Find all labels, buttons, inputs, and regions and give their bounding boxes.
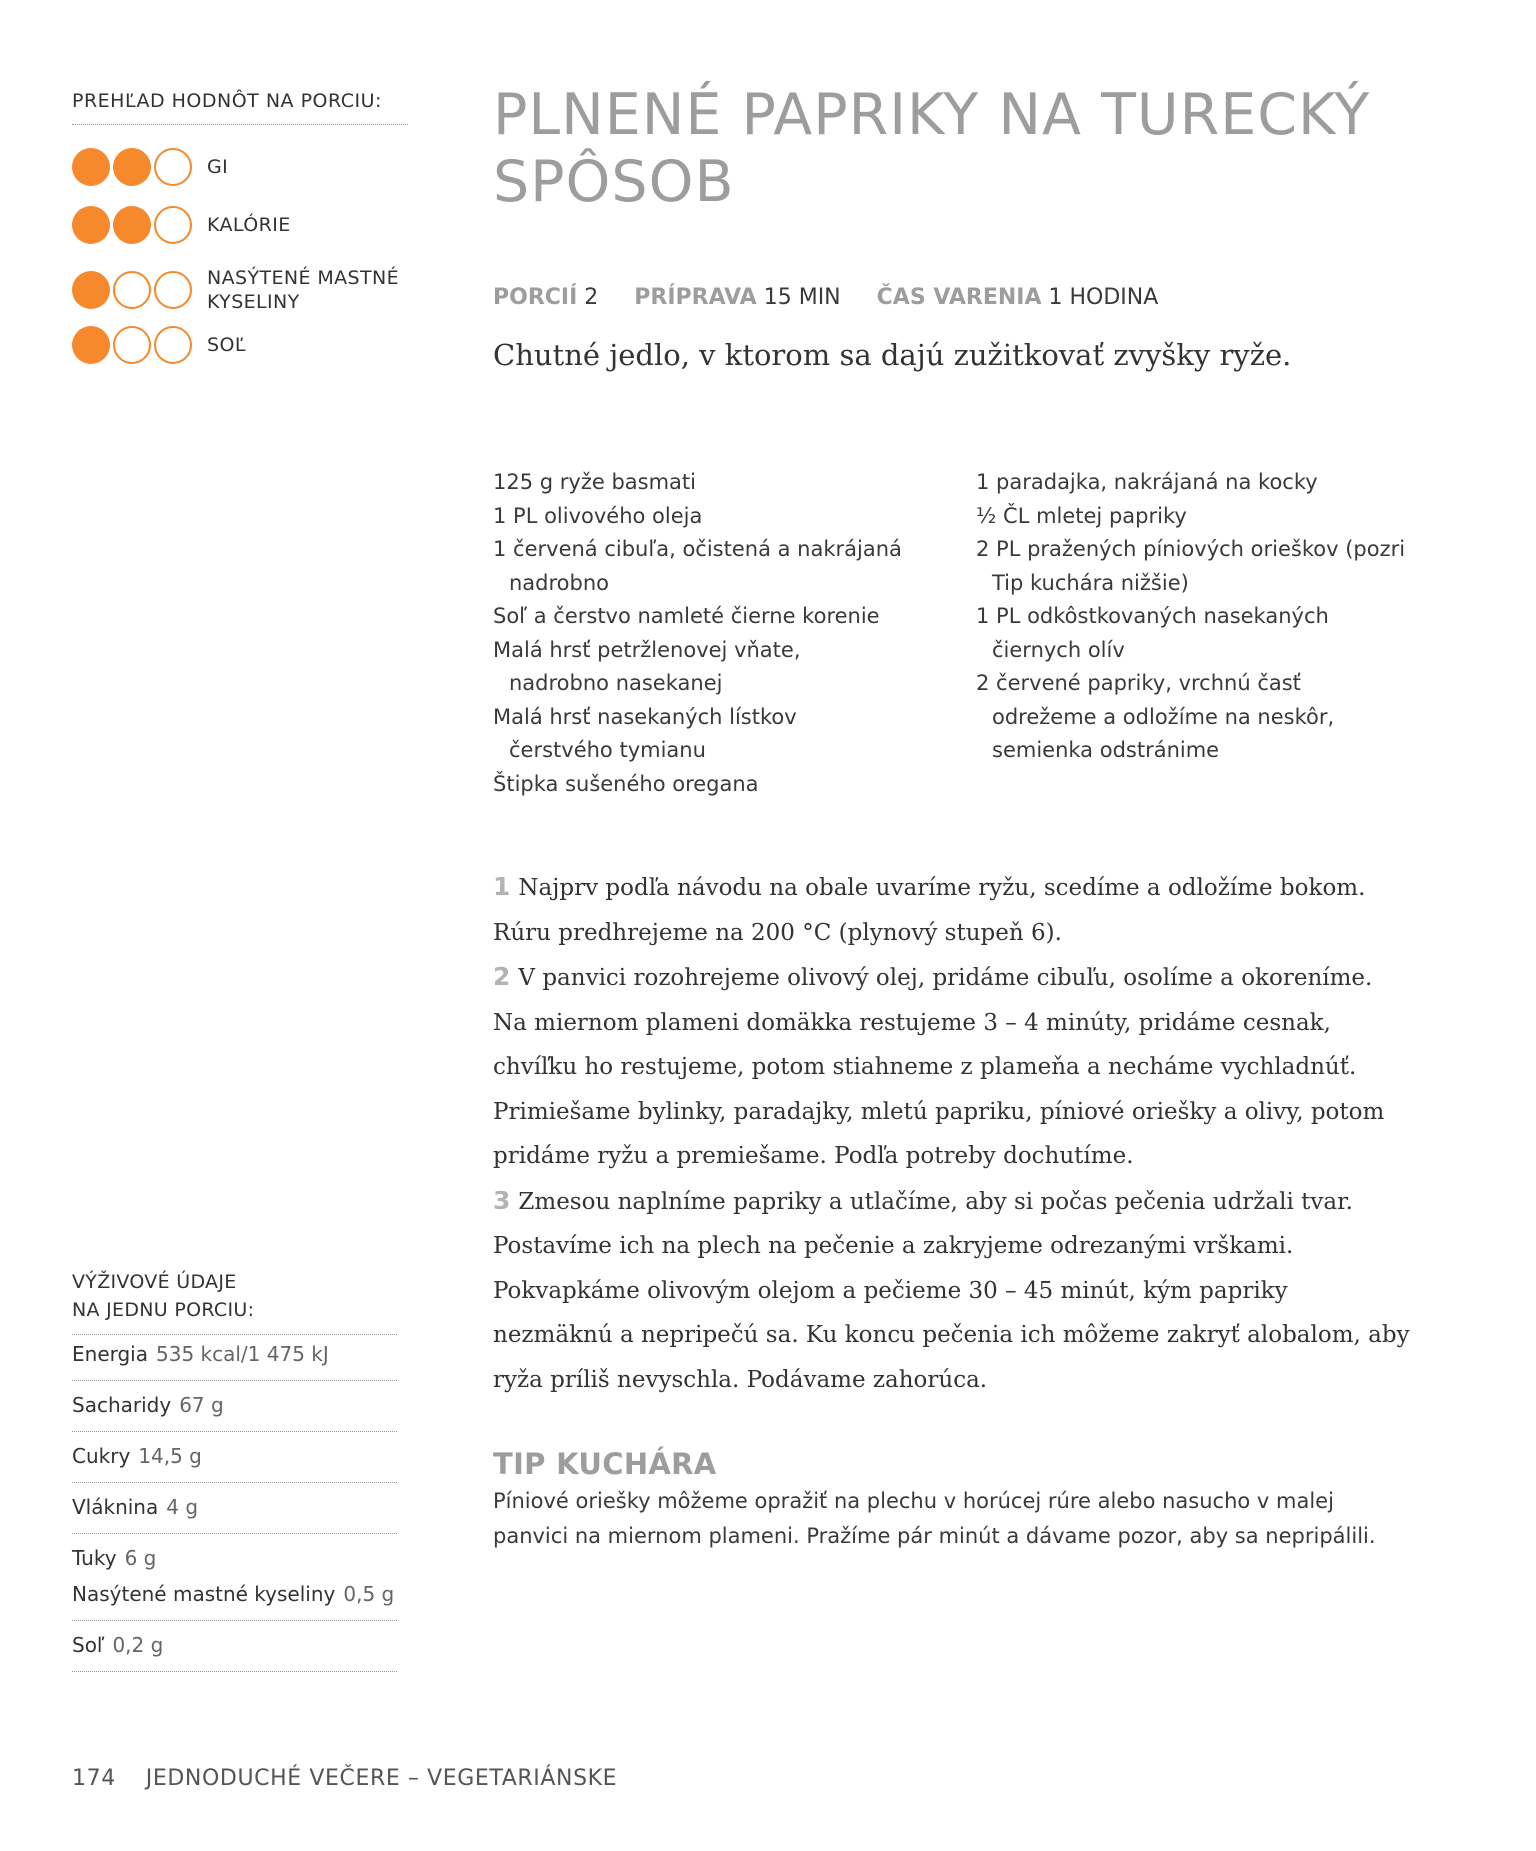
nutrition-row-salt: [72, 1621, 397, 1672]
step-text: V panvici rozohrejeme olivový olej, pridáme cibuľu, osolíme a okoreníme. Na miernom plameni domäkka restujeme 3 – 4 minúty, pridáme cesnak, chvíľku ho restujeme, potom stiahneme z plameňa a necháme vychladnúť. Primiešame bylinky, paradajky, mletú papriku, píniové oriešky a olivy, potom pridáme ryžu a premiešame. Podľa potreby dochutíme.: [493, 965, 1385, 1169]
recipe-meta: [493, 285, 1158, 310]
nutrition-header: [72, 1268, 397, 1335]
overview-title: PREHĽAD HODNÔT NA PORCIU:: [72, 90, 408, 125]
step-number: 2: [493, 962, 511, 991]
rating-dot-empty: [154, 326, 192, 364]
rating-dots: [72, 326, 192, 364]
tip-text: Píniové oriešky môžeme opražiť na plechu v horúcej rúre alebo nasucho v malej panvici na miernom plameni. Pražíme pár minút a dávame pozor, aby sa nepripálili.: [493, 1489, 1376, 1548]
rating-label: KALÓRIE: [207, 214, 291, 236]
rating-label: NASÝTENÉ MASTNÉ KYSELINY: [207, 267, 400, 313]
nutrient-value: 535 kcal/1 475 kJ: [156, 1342, 329, 1366]
prep-label: PRÍPRAVA: [634, 285, 757, 310]
ingredient: 1 červená cibuľa, očistená a nakrájaná nadrobno: [493, 537, 902, 595]
prep-value: 15 MIN: [763, 285, 841, 310]
rating-dot-empty: [113, 326, 151, 364]
nutrition-row-fiber: [72, 1483, 397, 1534]
ingredient: 125 g ryže basmati: [493, 470, 696, 494]
nutrition-row-fat: [72, 1534, 397, 1621]
rating-gi: [72, 148, 452, 186]
rating-dot-filled: [72, 326, 110, 364]
nutrient-label: Energia: [72, 1342, 148, 1366]
nutrient-value: 6 g: [124, 1546, 157, 1570]
rating-dot-filled: [72, 148, 110, 186]
nutrient-value: 4 g: [166, 1495, 199, 1519]
rating-dot-empty: [154, 148, 192, 186]
ingredient: 1 paradajka, nakrájaná na kocky: [976, 470, 1318, 494]
cook-label: ČAS VARENIA: [876, 285, 1042, 310]
nutrient-value: 14,5 g: [138, 1444, 202, 1468]
tip-title: TIP KUCHÁRA: [493, 1447, 717, 1481]
ingredients-right: [976, 466, 1446, 768]
ingredient: ½ ČL mletej papriky: [976, 503, 1187, 528]
ingredients-left: [493, 466, 963, 801]
nutrition-list: [72, 1330, 397, 1672]
ingredient: 1 PL odkôstkovaných nasekaných čiernych olív: [976, 604, 1329, 662]
rating-dot-empty: [154, 271, 192, 309]
step-number: 1: [493, 872, 511, 901]
rating-dot-filled: [113, 206, 151, 244]
ingredient: Malá hrsť petržlenovej vňate, nadrobno nasekanej: [493, 637, 801, 695]
rating-dot-filled: [72, 271, 110, 309]
nutrient-value: 0,2 g: [112, 1633, 164, 1657]
rating-dot-empty: [154, 206, 192, 244]
ingredient: Malá hrsť nasekaných lístkov čerstvého tymianu: [493, 704, 797, 762]
cook-value: 1 HODINA: [1048, 285, 1159, 310]
servings-label: PORCIÍ: [493, 285, 578, 310]
rating-saturated-fat: [72, 266, 452, 314]
ingredient: 2 PL pražených píniových orieškov (pozri Tip kuchára nižšie): [976, 537, 1406, 595]
step-number: 3: [493, 1185, 511, 1215]
ingredient: Štipka sušeného oregana: [493, 771, 759, 796]
rating-dots: [72, 271, 192, 309]
nutrient-label: Sacharidy: [72, 1393, 172, 1417]
nutrient-label: Soľ: [72, 1633, 105, 1657]
rating-dots: [72, 148, 192, 186]
nutrient-label: Nasýtené mastné kyseliny: [72, 1582, 336, 1606]
nutrient-value: 67 g: [179, 1393, 224, 1417]
rating-label: GI: [207, 156, 229, 178]
ingredient: Soľ a čerstvo namleté čierne korenie: [493, 604, 880, 628]
nutrition-title: VÝŽIVOVÉ ÚDAJE: [72, 1271, 237, 1293]
rating-dots: [72, 206, 192, 244]
nutrition-row-carbs: [72, 1381, 397, 1432]
ingredient: 1 PL olivového oleja: [493, 503, 703, 528]
nutrition-row-energy: [72, 1330, 397, 1381]
nutrient-label: Tuky: [72, 1546, 117, 1570]
rating-salt: [72, 326, 452, 364]
rating-dot-filled: [113, 148, 151, 186]
nutrition-row-sugars: [72, 1432, 397, 1483]
rating-dot-empty: [113, 271, 151, 309]
rating-label: SOĽ: [207, 334, 246, 356]
rating-calories: [72, 206, 452, 244]
recipe-title: PLNENÉ PAPRIKY NA TURECKÝ SPÔSOB: [493, 82, 1371, 215]
section-name: JEDNODUCHÉ VEČERE – VEGETARIÁNSKE: [145, 1766, 618, 1791]
servings-value: 2: [584, 285, 599, 310]
ingredient: 2 červené papriky, vrchnú časť odrežeme a odložíme na neskôr, semienka odstránime: [976, 671, 1335, 762]
step-text: Najprv podľa návodu na obale uvaríme ryžu, scedíme a odložíme bokom. Rúru predhrejeme na 200 °C (plynový stupeň 6).: [493, 875, 1366, 946]
rating-dot-filled: [72, 206, 110, 244]
nutrient-value: 0,5 g: [343, 1582, 395, 1606]
page-number: 174: [72, 1766, 116, 1791]
nutrition-subtitle: NA JEDNU PORCIU:: [72, 1299, 255, 1321]
nutrient-label: Cukry: [72, 1444, 131, 1468]
method: [493, 865, 1413, 1402]
page-footer: [72, 1766, 617, 1791]
nutrient-label: Vláknina: [72, 1495, 159, 1519]
step-text: Zmesou naplníme papriky a utlačíme, aby si počas pečenia udržali tvar. Postavíme ich na plech na pečenie a zakryjeme odrezanými vrškami. Pokvapkáme olivovým olejom a pečieme 30 – 45 minút, kým papriky nezmäknú a nepripečú sa. Ku koncu pečenia ich môžeme zakryť alobalom, aby ryža príliš nevyschla. Podávame zahorúca.: [493, 1188, 1410, 1393]
recipe-intro: Chutné jedlo, v ktorom sa dajú zužitkovať zvyšky ryže.: [493, 338, 1292, 372]
